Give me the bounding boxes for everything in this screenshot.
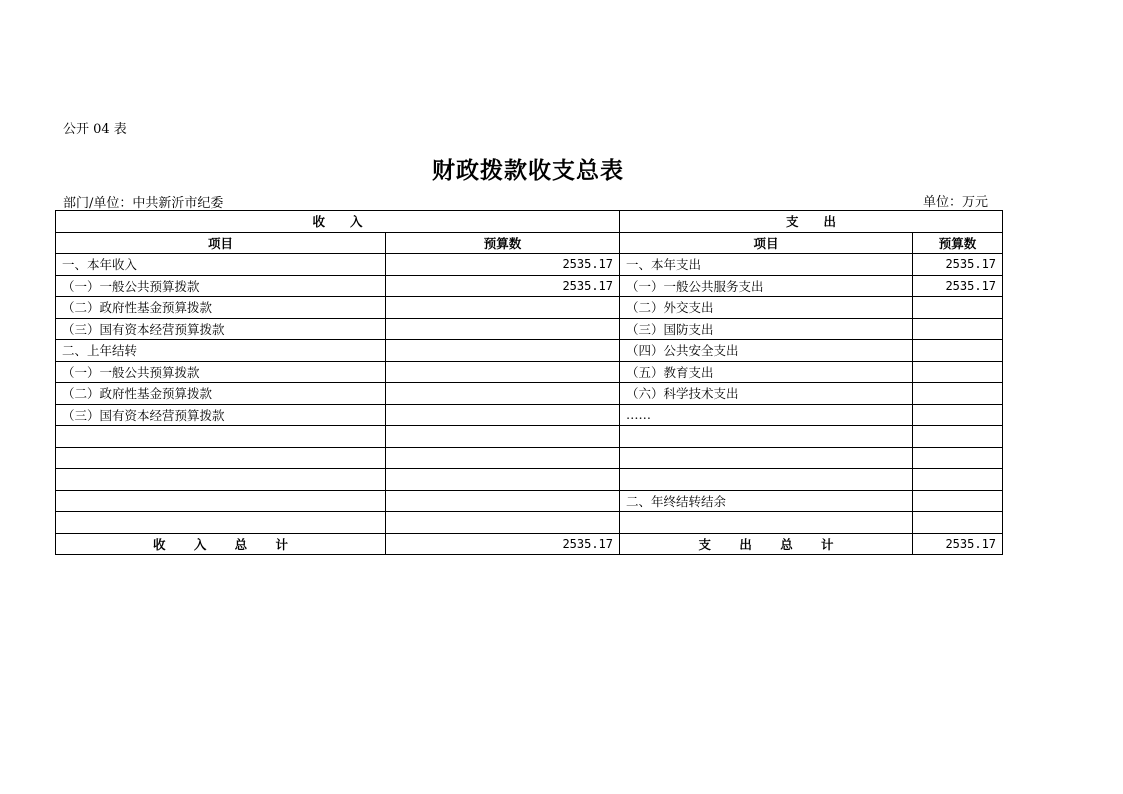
expense-value: [913, 426, 1003, 448]
section-header-row: [56, 211, 1003, 233]
income-value: 2535.17: [386, 275, 620, 297]
expense-value: [913, 340, 1003, 362]
income-item: [56, 469, 386, 491]
table-row: [56, 404, 1003, 426]
income-value: [386, 404, 620, 426]
income-item: [56, 490, 386, 512]
table-row: [56, 361, 1003, 383]
expense-value: 2535.17: [913, 275, 1003, 297]
budget-table: [55, 210, 1003, 555]
expense-item: （一）一般公共服务支出: [620, 275, 913, 297]
income-item: （二）政府性基金预算拨款: [56, 297, 386, 319]
income-value: [386, 512, 620, 534]
income-value: [386, 340, 620, 362]
table-row: [56, 490, 1003, 512]
income-item-header: 项目: [56, 232, 386, 254]
table-row: [56, 447, 1003, 469]
expense-item: [620, 512, 913, 534]
expense-item: （三）国防支出: [620, 318, 913, 340]
table-row: [56, 275, 1003, 297]
column-header-row: [56, 232, 1003, 254]
income-item: （一）一般公共预算拨款: [56, 361, 386, 383]
total-row: [56, 533, 1003, 555]
expense-value: [913, 447, 1003, 469]
page-title: 财政拨款收支总表: [432, 157, 624, 184]
expense-total-label: 支 出 总 计: [620, 533, 913, 555]
table-row: [56, 297, 1003, 319]
expense-item-header: 项目: [620, 232, 913, 254]
expense-value: [913, 361, 1003, 383]
income-item: 二、上年结转: [56, 340, 386, 362]
income-item: （二）政府性基金预算拨款: [56, 383, 386, 405]
income-value: 2535.17: [386, 254, 620, 276]
expense-item: （二）外交支出: [620, 297, 913, 319]
table-row: [56, 426, 1003, 448]
table-row: [56, 383, 1003, 405]
income-total-value: 2535.17: [386, 533, 620, 555]
income-item: [56, 512, 386, 534]
expense-value: [913, 490, 1003, 512]
expense-item: 一、本年支出: [620, 254, 913, 276]
income-value: [386, 318, 620, 340]
expense-value: [913, 318, 1003, 340]
income-value: [386, 426, 620, 448]
expense-item: 二、年终结转结余: [620, 490, 913, 512]
expense-value: [913, 297, 1003, 319]
income-item: （一）一般公共预算拨款: [56, 275, 386, 297]
income-total-label: 收 入 总 计: [56, 533, 386, 555]
expense-header: 支 出: [620, 211, 1003, 233]
expense-item: （六）科学技术支出: [620, 383, 913, 405]
expense-item: [620, 469, 913, 491]
expense-item: （四）公共安全支出: [620, 340, 913, 362]
income-value: [386, 361, 620, 383]
expense-total-value: 2535.17: [913, 533, 1003, 555]
table-row: [56, 318, 1003, 340]
income-budget-header: 预算数: [386, 232, 620, 254]
income-value: [386, 297, 620, 319]
table-body: [56, 211, 1003, 555]
income-item: 一、本年收入: [56, 254, 386, 276]
income-item: [56, 426, 386, 448]
income-value: [386, 469, 620, 491]
department-label: 部门/单位：中共新沂市纪委: [63, 196, 224, 211]
expense-item: （五）教育支出: [620, 361, 913, 383]
expense-item: [620, 447, 913, 469]
income-item: （三）国有资本经营预算拨款: [56, 318, 386, 340]
income-item: （三）国有资本经营预算拨款: [56, 404, 386, 426]
income-value: [386, 490, 620, 512]
expense-value: 2535.17: [913, 254, 1003, 276]
expense-item: [620, 426, 913, 448]
expense-value: [913, 383, 1003, 405]
table-row: [56, 340, 1003, 362]
expense-value: [913, 512, 1003, 534]
expense-budget-header: 预算数: [913, 232, 1003, 254]
table-code: 公开 04 表: [63, 122, 127, 137]
income-header: 收 入: [56, 211, 620, 233]
table-row: [56, 512, 1003, 534]
unit-label: 单位：万元: [923, 195, 989, 210]
expense-item: ……: [620, 404, 913, 426]
income-value: [386, 447, 620, 469]
income-value: [386, 383, 620, 405]
expense-value: [913, 404, 1003, 426]
income-item: [56, 447, 386, 469]
expense-value: [913, 469, 1003, 491]
table-row: [56, 254, 1003, 276]
table-row: [56, 469, 1003, 491]
